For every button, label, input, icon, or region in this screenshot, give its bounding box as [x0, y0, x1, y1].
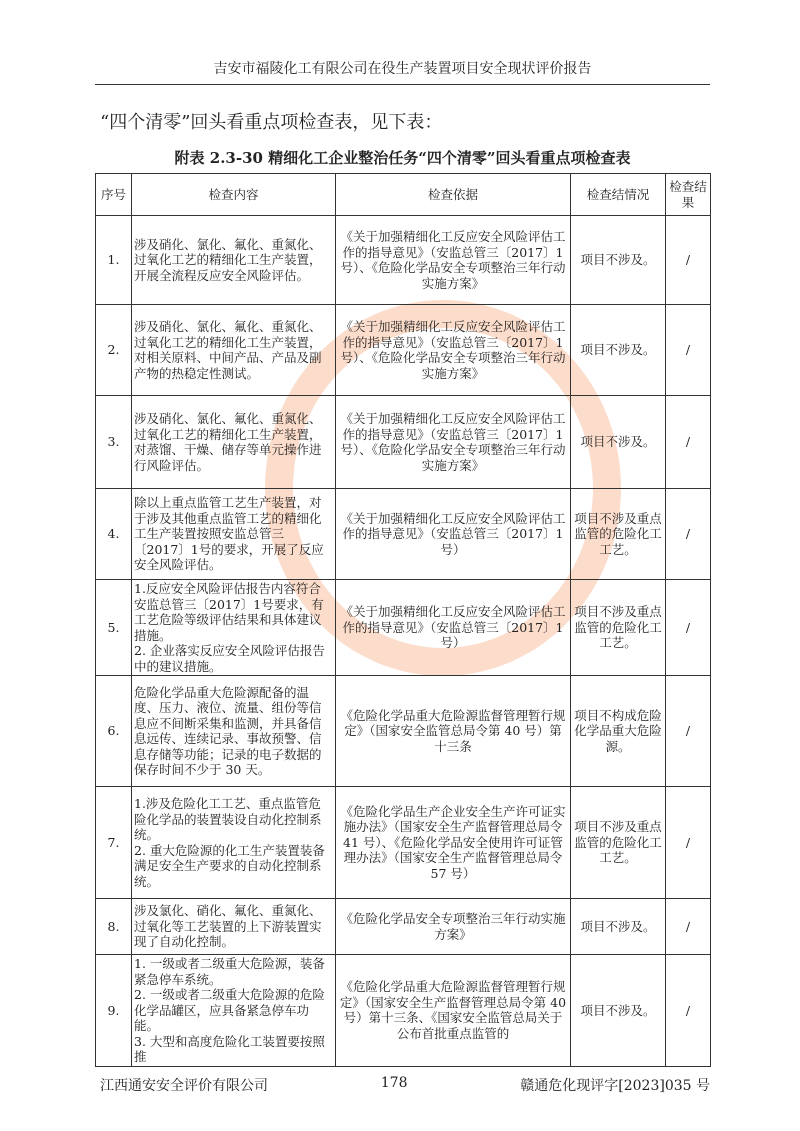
col-header: 检查结果: [666, 174, 711, 216]
check-basis: 《危险化学品重大危险源监督管理暂行规定》（国家安全生产监督管理总局令第 40 号）第十三条、《国家安全监管总局关于公布首批重点监管的: [336, 955, 571, 1067]
check-basis: 《关于加强精细化工反应安全风险评估工作的指导意见》（安监总管三〔2017〕1号）: [336, 580, 571, 676]
check-content: 危险化学品重大危险源配备的温度、压力、液位、流量、组份等信息应不间断采集和监测，并具备信息远传、连续记录、事故预警、信息存储等功能；记录的电子数据的保存时间不少于 30 天。: [132, 676, 336, 787]
check-status: 项目不涉及。: [571, 899, 666, 955]
check-content: 涉及硝化、氯化、氟化、重氮化、过氧化工艺的精细化工生产装置，开展全流程反应安全风险评估。: [132, 216, 336, 305]
col-header: 检查依据: [336, 174, 571, 216]
check-status: 项目不涉及重点监管的危险化工工艺。: [571, 787, 666, 899]
check-basis: 《危险化学品安全专项整治三年行动实施方案》: [336, 899, 571, 955]
table-row: [96, 216, 711, 305]
row-number: 1.: [96, 216, 132, 305]
checklist-table: [95, 173, 711, 1067]
table-row: [96, 676, 711, 787]
row-number: 5.: [96, 580, 132, 676]
check-content: 涉及氯化、硝化、氟化、重氮化、过氧化等工艺装置的上下游装置实现了自动化控制。: [132, 899, 336, 955]
check-content: 1. 一级或者二级重大危险源，装备紧急停车系统。 2. 一级或者二级重大危险源的危险化学品罐区，应具备紧急停车功能。 3. 大型和高度危险化工装置要按照推: [132, 955, 336, 1067]
row-number: 3.: [96, 396, 132, 489]
check-result: /: [666, 305, 711, 396]
row-number: 8.: [96, 899, 132, 955]
table-row: [96, 787, 711, 899]
document-number: 赣通危化现评字[2023]035 号: [520, 1078, 710, 1094]
table-header-row: [96, 174, 711, 216]
check-basis: 《关于加强精细化工反应安全风险评估工作的指导意见》（安监总管三〔2017〕1号）、《危险化学品安全专项整治三年行动实施方案》: [336, 216, 571, 305]
table-row: [96, 955, 711, 1067]
page-footer: [100, 1075, 710, 1095]
col-header: 序号: [96, 174, 132, 216]
col-header: 检查内容: [132, 174, 336, 216]
check-result: /: [666, 580, 711, 676]
check-status: 项目不涉及。: [571, 305, 666, 396]
table-row: [96, 580, 711, 676]
check-result: /: [666, 489, 711, 580]
page-header: 吉安市福陵化工有限公司在役生产装置项目安全现状评价报告: [95, 58, 710, 85]
table-row: [96, 489, 711, 580]
check-content: 涉及硝化、氯化、氟化、重氮化、过氧化工艺的精细化工生产装置，对蒸馏、干燥、储存等单元操作进行风险评估。: [132, 396, 336, 489]
check-status: 项目不涉及。: [571, 955, 666, 1067]
check-basis: 《危险化学品重大危险源监督管理暂行规定》（国家安全监管总局令第 40 号）第十三条: [336, 676, 571, 787]
check-result: /: [666, 899, 711, 955]
check-result: /: [666, 787, 711, 899]
intro-text: “四个清零”回头看重点项检查表，见下表：: [100, 112, 443, 133]
row-number: 7.: [96, 787, 132, 899]
check-basis: 《关于加强精细化工反应安全风险评估工作的指导意见》（安监总管三〔2017〕1号）: [336, 489, 571, 580]
table-row: [96, 899, 711, 955]
check-basis: 《危险化学品生产企业安全生产许可证实施办法》（国家安全生产监督管理总局令 41 号）、《危险化学品安全使用许可证管理办法》（国家安全生产监督管理总局令 57 号）: [336, 787, 571, 899]
check-content: 1.涉及危险化工工艺、重点监管危险化学品的装置装设自动化控制系统。 2. 重大危险源的化工生产装置装备满足安全生产要求的自动化控制系统。: [132, 787, 336, 899]
row-number: 2.: [96, 305, 132, 396]
check-status: 项目不涉及重点监管的危险化工工艺。: [571, 580, 666, 676]
table-row: [96, 396, 711, 489]
page-number: 178: [380, 1075, 408, 1091]
check-basis: 《关于加强精细化工反应安全风险评估工作的指导意见》（安监总管三〔2017〕1号）、《危险化学品安全专项整治三年行动实施方案》: [336, 396, 571, 489]
row-number: 6.: [96, 676, 132, 787]
check-content: 涉及硝化、氯化、氟化、重氮化、过氧化工艺的精细化工生产装置，对相关原料、中间产品、产品及副产物的热稳定性测试。: [132, 305, 336, 396]
check-status: 项目不涉及。: [571, 396, 666, 489]
check-status: 项目不构成危险化学品重大危险源。: [571, 676, 666, 787]
table-title: 附表 2.3-30 精细化工企业整治任务“四个清零”回头看重点项检查表: [174, 149, 631, 167]
check-result: /: [666, 676, 711, 787]
check-content: 除以上重点监管工艺生产装置，对于涉及其他重点监管工艺的精细化工生产装置按照安监总管三〔2017〕1号的要求，开展了反应安全风险评估。: [132, 489, 336, 580]
check-result: /: [666, 216, 711, 305]
check-content: 1.反应安全风险评估报告内容符合安监总管三〔2017〕1号要求，有工艺危险等级评估结果和具体建议措施。 2. 企业落实反应安全风险评估报告中的建议措施。: [132, 580, 336, 676]
footer-company: 江西通安安全评价有限公司: [100, 1078, 268, 1094]
table-row: [96, 305, 711, 396]
row-number: 9.: [96, 955, 132, 1067]
row-number: 4.: [96, 489, 132, 580]
check-status: 项目不涉及。: [571, 216, 666, 305]
col-header: 检查结情况: [571, 174, 666, 216]
check-status: 项目不涉及重点监管的危险化工工艺。: [571, 489, 666, 580]
check-result: /: [666, 955, 711, 1067]
check-basis: 《关于加强精细化工反应安全风险评估工作的指导意见》（安监总管三〔2017〕1号）、《危险化学品安全专项整治三年行动实施方案》: [336, 305, 571, 396]
check-result: /: [666, 396, 711, 489]
